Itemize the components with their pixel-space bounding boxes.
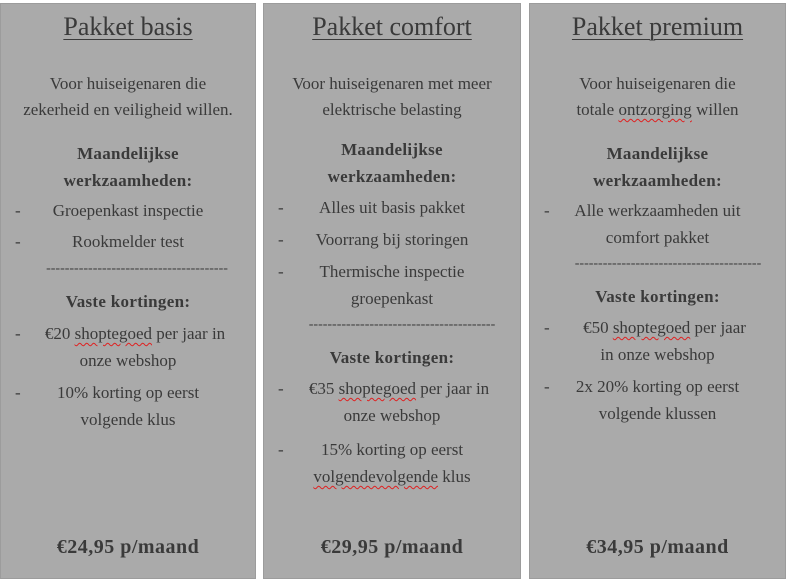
package-description: Voor huiseigenaren die totale ontzorging willen — [576, 74, 739, 119]
list-item: - Groepenkast inspectie — [1, 197, 255, 224]
divider: ---------------------------------------- — [308, 318, 496, 332]
bullet-dash: - — [278, 262, 284, 281]
discounts-heading: Vaste kortingen: — [65, 292, 191, 311]
list-item: - 15% korting op eerst volgendevolgende klus — [264, 436, 520, 490]
list-item: - €50 shoptegoed per jaar in onze webshop — [530, 314, 785, 368]
list-item: - €35 shoptegoed per jaar in onze webshop — [264, 375, 520, 429]
package-title: Pakket comfort — [312, 12, 472, 41]
bullet-dash: - — [278, 440, 284, 459]
list-item: - 2x 20% korting op eerst volgende klussen — [530, 373, 785, 427]
package-description: Voor huiseigenaren die zekerheid en veiligheid willen. — [23, 74, 233, 119]
package-card-premium — [529, 3, 786, 579]
tasks-heading: Maandelijkse werkzaamheden: — [63, 144, 193, 190]
discounts-heading: Vaste kortingen: — [329, 348, 455, 367]
bullet-dash: - — [544, 377, 550, 396]
spellcheck-flagged-word: ontzorging — [618, 100, 692, 119]
spellcheck-flagged-word: shoptegoed — [612, 318, 691, 337]
spellcheck-flagged-word: volgendevolgende — [313, 467, 439, 486]
package-title: Pakket basis — [63, 12, 193, 41]
spellcheck-flagged-word: shoptegoed — [338, 379, 417, 398]
divider: --------------------------------------- — [46, 262, 228, 276]
divider: ---------------------------------------- — [574, 257, 762, 271]
package-description: Voor huiseigenaren met meer elektrische belasting — [292, 74, 492, 119]
discounts-heading: Vaste kortingen: — [595, 287, 720, 306]
bullet-dash: - — [15, 324, 21, 343]
spellcheck-flagged-word: shoptegoed — [74, 324, 153, 343]
bullet-dash: - — [278, 230, 284, 249]
bullet-dash: - — [15, 232, 21, 251]
package-price: €29,95 p/maand — [320, 536, 464, 558]
bullet-dash: - — [544, 201, 550, 220]
list-item: - Thermische inspectie groepenkast — [264, 258, 520, 312]
tasks-heading: Maandelijkse werkzaamheden: — [327, 140, 457, 186]
list-item: - Alle werkzaamheden uit comfort pakket — [530, 197, 785, 251]
bullet-dash: - — [15, 201, 21, 220]
bullet-dash: - — [278, 198, 284, 217]
package-title: Pakket premium — [571, 12, 744, 41]
bullet-dash: - — [278, 379, 284, 398]
package-price: €24,95 p/maand — [56, 536, 200, 558]
package-card-comfort — [263, 3, 521, 579]
list-item: - €20 shoptegoed per jaar in onze webshop — [1, 320, 255, 374]
package-price: €34,95 p/maand — [586, 536, 729, 558]
list-item: - Rookmelder test — [1, 228, 255, 255]
list-item: - 10% korting op eerst volgende klus — [1, 379, 255, 433]
tasks-heading: Maandelijkse werkzaamheden: — [593, 144, 722, 190]
package-card-basis — [0, 3, 256, 579]
bullet-dash: - — [15, 383, 21, 402]
list-item: - Alles uit basis pakket — [264, 194, 520, 221]
bullet-dash: - — [544, 318, 550, 337]
list-item: - Voorrang bij storingen — [264, 226, 520, 253]
